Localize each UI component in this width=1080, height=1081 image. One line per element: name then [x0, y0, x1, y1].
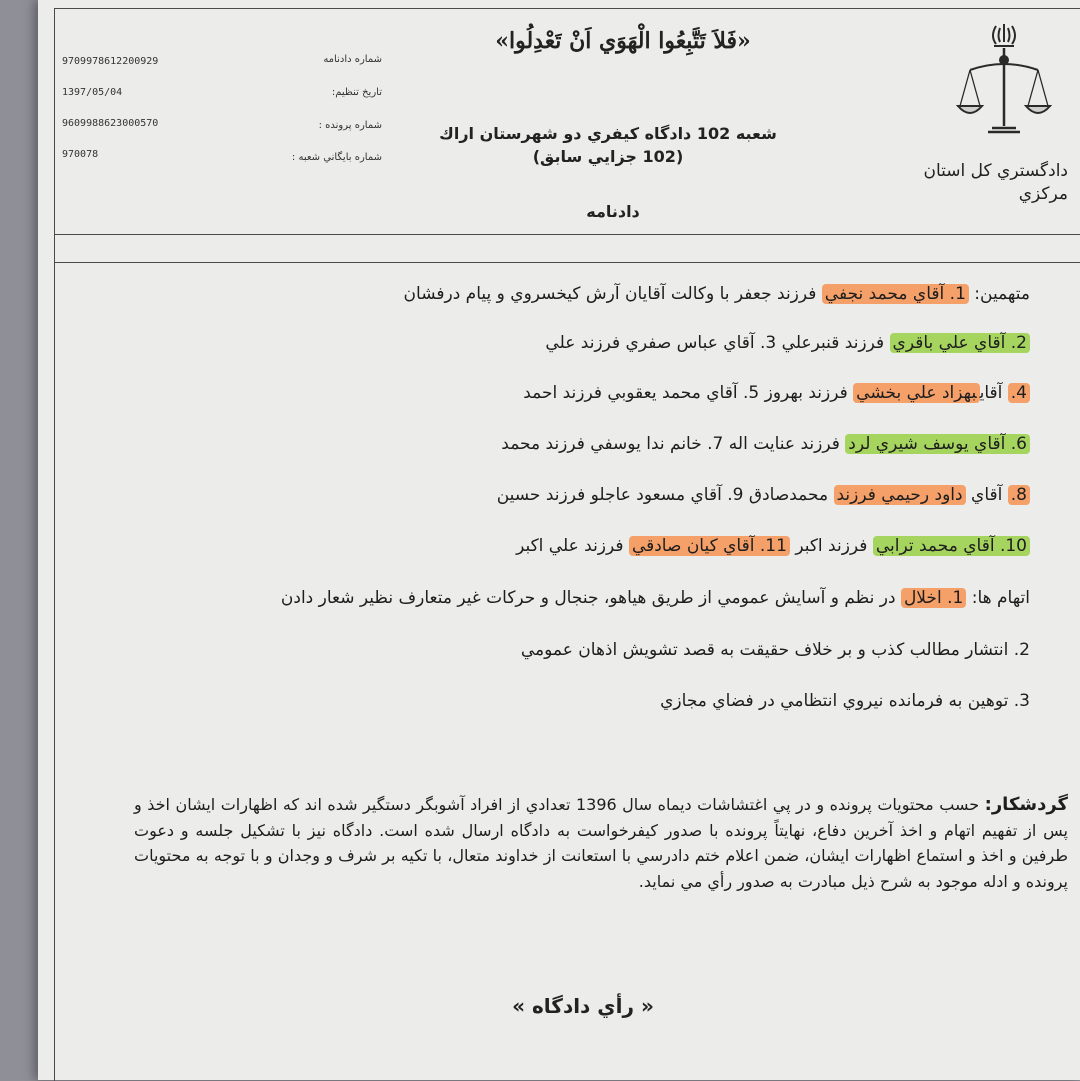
accused-line-2	[545, 333, 1030, 353]
verdict-heading: « رأي دادگاه »	[512, 994, 654, 1018]
accused-8-number-highlight: 8.	[1008, 485, 1030, 505]
judiciary-name	[878, 160, 1068, 206]
case-number-value: 9609988623000570	[62, 118, 159, 129]
judiciary-line2: مركزي	[1018, 184, 1068, 204]
accused-11-highlight: 11. آقاي كيان صادقي	[629, 536, 790, 556]
document-title: دادنامه	[586, 202, 640, 221]
accused-8-name-highlight: داود رحيمي فرزند	[834, 485, 966, 505]
court-branch-line1: شعبه 102 دادگاه کيفري دو شهرستان اراك	[439, 124, 777, 143]
issue-date-value: 1397/05/04	[62, 87, 123, 98]
accused-6-highlight: 6. آقاي يوسف شيري لرد	[845, 434, 1030, 454]
archive-number-label: شماره بايگاني شعبه :	[291, 152, 382, 163]
court-branch-line2: (102 جزايي سابق)	[532, 147, 684, 166]
accused-line-4	[501, 434, 1030, 454]
court-document	[38, 0, 1080, 1080]
accused-10-highlight: 10. آقاي محمد ترابي	[873, 536, 1030, 556]
accused-line-3	[523, 383, 1030, 403]
charges-label: اتهام ها:	[971, 588, 1030, 608]
archive-number-value: 970078	[62, 149, 99, 160]
accused-line-6	[516, 536, 1030, 556]
issue-date-label: تاريخ تنظيم:	[331, 87, 382, 98]
accused-4-name-highlight: بهزاد علي بخشي	[853, 383, 979, 403]
case-narrative	[134, 792, 1068, 894]
charge-line-3: 3. توهين به فرمانده نيروي انتظامي در فضاي مجازي	[660, 691, 1030, 711]
verdict-number-value: 9709978612200929	[62, 56, 159, 67]
accused-4-number-highlight: 4.	[1008, 383, 1030, 403]
accused-1-highlight: 1. آقاي محمد نجفي	[822, 284, 969, 304]
accused-10-father: فرزند اكبر	[795, 536, 868, 556]
header-divider-bottom	[54, 262, 1080, 263]
accused-2-highlight: 2. آقاي علي باقري	[890, 333, 1030, 353]
quran-motto: «فَلاَ تَتَّبِعُوا الْهَوَي اَنْ تَعْدِلُوا»	[495, 28, 751, 54]
accused-line-6-rest: فرزند علي اكبر	[516, 536, 624, 556]
charge-line-1	[281, 588, 1030, 608]
charge-1-highlight: 1. اخلال	[901, 588, 966, 608]
accused-8-title: آقاي	[971, 485, 1003, 505]
accused-line-1	[404, 284, 1030, 304]
iran-emblem-scales-icon	[956, 14, 1052, 140]
narrative-text: حسب محتويات پرونده و در پي اغتشاشات ديماه سال 1396 تعدادي از افراد آشوبگر دستگير شده اند كه اظهارات ايشان اخذ و پس از تفهيم اتهام و اخذ آخرين دفاع، نهايتاً پرونده با صدور كيفرخواست به دادگاه ارسال شده است. دادگاه نيز با تشكيل جلسه و دعوت طرفين و اخذ و استماع اظهارات ايشان، ضمن اعلام ختم دادرسي با استعانت از خداوند متعال، با تكيه بر شرف و وجدان و با توجه به محتويات پرونده و ادله موجود به شرح ذيل مبادرت به صدور رأي مي نمايد.	[134, 795, 1068, 891]
case-number-label: شماره پرونده :	[318, 120, 382, 131]
accused-label: متهمين:	[974, 284, 1030, 304]
narrative-label: گردشكار:	[984, 794, 1069, 815]
header-divider-top	[54, 234, 1080, 235]
verdict-number-label: شماره دادنامه	[323, 54, 382, 65]
judiciary-line1: دادگستري كل استان	[923, 161, 1068, 181]
charge-1-rest: در نظم و آسايش عمومي از طريق هياهو، جنجال و حركات غير متعارف نظير شعار دادن	[280, 588, 896, 608]
accused-4-title: آقاي	[979, 383, 1003, 403]
charge-line-2: 2. انتشار مطالب كذب و بر خلاف حقيقت به قصد تشويش اذهان عمومي	[520, 640, 1030, 660]
accused-line-2-rest: فرزند قنبرعلي 3. آقاي عباس صفري فرزند علي	[545, 333, 885, 353]
accused-line-5	[497, 485, 1030, 505]
court-branch	[408, 122, 808, 168]
accused-line-1-rest: فرزند جعفر با وكالت آقايان آرش كيخسروي و پيام درفشان	[403, 284, 817, 304]
accused-line-4-rest: فرزند عنايت اله 7. خانم ندا يوسفي فرزند محمد	[501, 434, 840, 454]
accused-line-5-rest: محمدصادق 9. آقاي مسعود عاجلو فرزند حسين	[496, 485, 829, 505]
accused-line-3-rest: فرزند بهروز 5. آقاي محمد يعقوبي فرزند احمد	[523, 383, 848, 403]
